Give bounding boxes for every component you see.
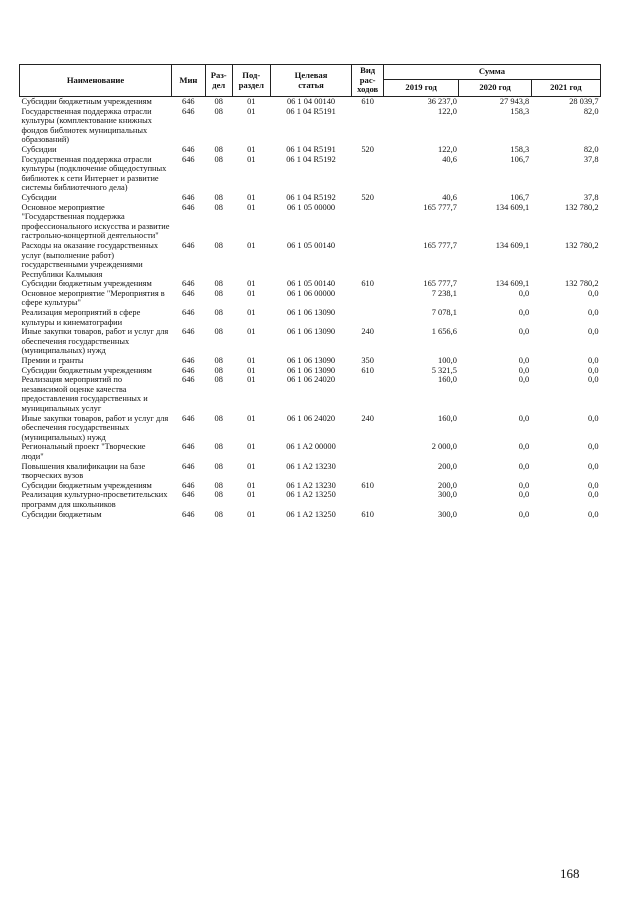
- cell-2019: 165 777,7: [423, 202, 457, 212]
- cell-2020: 0,0: [518, 413, 530, 423]
- cell-2020: 0,0: [518, 356, 530, 366]
- cell-podrazdel: 01: [247, 461, 256, 471]
- cell-2021: 0,0: [588, 413, 599, 423]
- cell-celevaya: 06 1 A2 13250: [286, 509, 336, 519]
- cell-vid: 350: [361, 356, 374, 366]
- cell-razdel: 08: [214, 413, 223, 423]
- cell-2019: 300,0: [438, 490, 457, 500]
- cell-vid: [352, 289, 383, 308]
- cell-podrazdel: 01: [247, 202, 256, 212]
- cell-celevaya: 06 1 A2 13230: [286, 480, 336, 490]
- cell-celevaya: 06 1 06 13090: [286, 365, 336, 375]
- cell-2021: 0,0: [588, 442, 599, 452]
- cell-celevaya: 06 1 06 24020: [286, 375, 336, 385]
- cell-min: 646: [182, 327, 195, 337]
- cell-2021: 0,0: [588, 365, 599, 375]
- cell-name: Субсидии: [21, 144, 57, 154]
- table-row: [20, 481, 601, 491]
- cell-vid: [352, 375, 383, 413]
- table-row: [20, 155, 601, 193]
- cell-min: 646: [182, 308, 195, 318]
- cell-celevaya: 06 1 06 24020: [286, 413, 336, 423]
- cell-vid: [352, 241, 383, 279]
- cell-2019: 165 777,7: [423, 240, 457, 250]
- cell-razdel: 08: [214, 327, 223, 337]
- header-celevaya: Целевая статья: [270, 65, 352, 97]
- cell-2021: 0,0: [588, 308, 599, 318]
- cell-podrazdel: 01: [247, 288, 256, 298]
- cell-podrazdel: 01: [247, 144, 256, 154]
- cell-vid: 240: [361, 327, 374, 337]
- cell-razdel: 08: [214, 365, 223, 375]
- cell-min: 646: [182, 490, 195, 500]
- cell-2019: 100,0: [438, 356, 457, 366]
- cell-celevaya: 06 1 06 00000: [286, 288, 336, 298]
- cell-2019: 200,0: [438, 461, 457, 471]
- cell-min: 646: [182, 154, 195, 164]
- cell-min: 646: [182, 509, 195, 519]
- cell-2019: 1 656,6: [431, 327, 457, 337]
- cell-2021: 82,0: [583, 144, 599, 154]
- cell-2019: 40,6: [442, 154, 457, 164]
- cell-min: 646: [182, 240, 195, 250]
- cell-name: Субсидии: [21, 192, 57, 202]
- cell-2020: 0,0: [518, 375, 530, 385]
- cell-razdel: 08: [214, 154, 223, 164]
- cell-podrazdel: 01: [247, 240, 256, 250]
- cell-min: 646: [182, 375, 195, 385]
- cell-razdel: 08: [214, 106, 223, 116]
- cell-2019: 160,0: [438, 375, 457, 385]
- cell-vid: [352, 462, 383, 481]
- cell-celevaya: 06 1 05 00140: [286, 279, 336, 289]
- cell-name: Субсидии бюджетным учреждениям: [21, 365, 152, 375]
- cell-razdel: 08: [214, 279, 223, 289]
- cell-2021: 132 780,2: [565, 202, 599, 212]
- cell-razdel: 08: [214, 490, 223, 500]
- cell-min: 646: [182, 442, 195, 452]
- cell-2019: 40,6: [442, 192, 457, 202]
- cell-razdel: 08: [214, 240, 223, 250]
- cell-vid: 610: [361, 97, 374, 106]
- cell-2019: 36 237,0: [427, 97, 457, 106]
- cell-min: 646: [182, 365, 195, 375]
- cell-2021: 28 039,7: [569, 97, 599, 106]
- cell-razdel: 08: [214, 375, 223, 385]
- cell-min: 646: [182, 288, 195, 298]
- header-podrazdel: Под- раздел: [232, 65, 270, 97]
- cell-vid: [352, 203, 383, 241]
- cell-celevaya: 06 1 04 00140: [286, 97, 336, 106]
- cell-2019: 7 238,1: [431, 288, 457, 298]
- cell-podrazdel: 01: [247, 490, 256, 500]
- cell-celevaya: 06 1 06 13090: [286, 327, 336, 337]
- cell-razdel: 08: [214, 97, 223, 106]
- table-row: [20, 442, 601, 461]
- cell-celevaya: 06 1 05 00000: [286, 202, 336, 212]
- cell-podrazdel: 01: [247, 509, 256, 519]
- table-row: [20, 193, 601, 203]
- cell-razdel: 08: [214, 480, 223, 490]
- table-row: [20, 145, 601, 155]
- cell-celevaya: 06 1 06 13090: [286, 356, 336, 366]
- cell-name: Субсидии бюджетным учреждениям: [21, 97, 152, 106]
- cell-podrazdel: 01: [247, 154, 256, 164]
- cell-razdel: 08: [214, 461, 223, 471]
- cell-podrazdel: 01: [247, 480, 256, 490]
- table-row: [20, 462, 601, 481]
- cell-2021: 0,0: [588, 375, 599, 385]
- cell-2020: 158,3: [510, 106, 530, 116]
- cell-name: Субсидии бюджетным: [21, 509, 102, 519]
- cell-min: 646: [182, 97, 195, 106]
- cell-2020: 0,0: [518, 490, 530, 500]
- cell-razdel: 08: [214, 509, 223, 519]
- cell-2020: 0,0: [518, 509, 530, 519]
- cell-vid: 520: [361, 192, 374, 202]
- table-row: [20, 107, 601, 145]
- table-row: [20, 97, 601, 107]
- cell-2020: 134 609,1: [495, 279, 530, 289]
- table-row: [20, 356, 601, 366]
- cell-2019: 300,0: [438, 509, 457, 519]
- cell-vid: [352, 107, 383, 145]
- cell-vid: [352, 155, 383, 193]
- header-vid: Вид рас- ходов: [352, 65, 383, 97]
- header-min: Мин: [172, 65, 206, 97]
- cell-podrazdel: 01: [247, 279, 256, 289]
- cell-2021: 0,0: [588, 480, 599, 490]
- cell-2020: 0,0: [518, 461, 530, 471]
- cell-min: 646: [182, 480, 195, 490]
- cell-razdel: 08: [214, 308, 223, 318]
- cell-name: Государственная поддержка отрасли культуры (комплектование книжных фондов библиотек муниципальных образований): [21, 106, 152, 145]
- table-row: [20, 510, 601, 520]
- cell-2020: 0,0: [518, 442, 530, 452]
- cell-name: Региональный проект "Творческие люди": [21, 442, 146, 461]
- cell-2020: 106,7: [510, 154, 530, 164]
- cell-razdel: 08: [214, 442, 223, 452]
- cell-name: Расходы на оказание государственных услуг (выполнение работ) государственными учреждениями Республики Калмыкия: [21, 240, 159, 279]
- cell-vid: 520: [361, 144, 374, 154]
- cell-2021: 37,8: [583, 154, 599, 164]
- cell-name: Субсидии бюджетным учреждениям: [21, 480, 152, 490]
- cell-min: 646: [182, 356, 195, 366]
- header-2021: 2021 год: [531, 80, 600, 97]
- cell-2020: 27 943,8: [499, 97, 530, 106]
- cell-2021: 0,0: [588, 288, 599, 298]
- cell-celevaya: 06 1 A2 13250: [286, 490, 336, 500]
- cell-min: 646: [182, 106, 195, 116]
- cell-name: Государственная поддержка отрасли культуры (подключение общедоступных библиотек к сети Интернет и развитие системы библиотечного дела): [21, 154, 167, 193]
- cell-podrazdel: 01: [247, 356, 256, 366]
- cell-vid: 610: [361, 480, 374, 490]
- cell-razdel: 08: [214, 356, 223, 366]
- cell-vid: [352, 490, 383, 509]
- cell-2020: 158,3: [510, 144, 530, 154]
- table-row: [20, 289, 601, 308]
- cell-2020: 0,0: [518, 365, 530, 375]
- cell-name: Субсидии бюджетным учреждениям: [21, 279, 152, 289]
- cell-2021: 0,0: [588, 461, 599, 471]
- cell-name: Реализация культурно-просветительских программ для школьников: [21, 490, 168, 509]
- cell-vid: 610: [361, 279, 374, 289]
- table-row: [20, 327, 601, 356]
- cell-2019: 160,0: [438, 413, 457, 423]
- cell-2020: 134 609,1: [495, 240, 530, 250]
- cell-2019: 122,0: [438, 144, 457, 154]
- header-name: Наименование: [20, 65, 172, 97]
- cell-podrazdel: 01: [247, 327, 256, 337]
- cell-podrazdel: 01: [247, 442, 256, 452]
- table-body: [20, 97, 601, 520]
- cell-2021: 0,0: [588, 509, 599, 519]
- cell-2020: 106,7: [510, 192, 530, 202]
- cell-podrazdel: 01: [247, 308, 256, 318]
- header-2019: 2019 год: [383, 80, 459, 97]
- cell-2020: 0,0: [518, 327, 530, 337]
- cell-2019: 200,0: [438, 480, 457, 490]
- cell-vid: 240: [361, 413, 374, 423]
- cell-2021: 82,0: [583, 106, 599, 116]
- cell-2019: 5 321,5: [431, 365, 457, 375]
- cell-podrazdel: 01: [247, 192, 256, 202]
- table-header: [20, 65, 601, 97]
- cell-celevaya: 06 1 04 R5191: [286, 106, 336, 116]
- cell-2019: 165 777,7: [423, 279, 457, 289]
- cell-vid: [352, 442, 383, 461]
- cell-min: 646: [182, 144, 195, 154]
- cell-razdel: 08: [214, 192, 223, 202]
- cell-2020: 0,0: [518, 288, 530, 298]
- cell-razdel: 08: [214, 202, 223, 212]
- cell-razdel: 08: [214, 288, 223, 298]
- cell-celevaya: 06 1 04 R5191: [286, 144, 336, 154]
- cell-vid: 610: [361, 365, 374, 375]
- table-row: [20, 375, 601, 413]
- cell-celevaya: 06 1 A2 00000: [286, 442, 336, 452]
- cell-name: Иные закупки товаров, работ и услуг для обеспечения государственных (муниципальных) нужд: [21, 413, 169, 442]
- cell-2019: 2 000,0: [431, 442, 457, 452]
- table-row: [20, 279, 601, 289]
- cell-name: Иные закупки товаров, работ и услуг для обеспечения государственных (муниципальных) нужд: [21, 327, 169, 356]
- cell-podrazdel: 01: [247, 413, 256, 423]
- cell-min: 646: [182, 461, 195, 471]
- cell-celevaya: 06 1 04 R5192: [286, 192, 336, 202]
- header-razdel: Раз- дел: [205, 65, 232, 97]
- cell-name: Основное мероприятие "Государственная поддержка профессионального искусства и развитие гастрольно-концертной деятельности": [21, 202, 170, 241]
- cell-2020: 0,0: [518, 480, 530, 490]
- cell-podrazdel: 01: [247, 365, 256, 375]
- cell-2019: 122,0: [438, 106, 457, 116]
- header-summa: Сумма: [383, 65, 600, 80]
- cell-min: 646: [182, 413, 195, 423]
- cell-2021: 132 780,2: [565, 240, 599, 250]
- cell-name: Реализация мероприятий в сфере культуры и кинематографии: [21, 308, 141, 327]
- cell-name: Реализация мероприятий по независимой оценке качества предоставления государственных и муниципальных услуг: [21, 375, 148, 413]
- cell-podrazdel: 01: [247, 97, 256, 106]
- cell-2020: 0,0: [518, 308, 530, 318]
- budget-table: [19, 64, 601, 519]
- header-2020: 2020 год: [459, 80, 531, 97]
- cell-2021: 37,8: [583, 192, 599, 202]
- cell-vid: 610: [361, 509, 374, 519]
- cell-celevaya: 06 1 04 R5192: [286, 154, 336, 164]
- table-row: [20, 366, 601, 376]
- cell-celevaya: 06 1 A2 13230: [286, 461, 336, 471]
- table-row: [20, 203, 601, 241]
- table-row: [20, 414, 601, 443]
- cell-podrazdel: 01: [247, 106, 256, 116]
- cell-name: Премии и гранты: [21, 356, 84, 366]
- page-number: 168: [560, 866, 580, 881]
- table-row: [20, 308, 601, 327]
- cell-2019: 7 078,1: [431, 308, 457, 318]
- cell-name: Основное мероприятие "Мероприятия в сфере культуры": [21, 288, 165, 308]
- cell-2021: 0,0: [588, 490, 599, 500]
- cell-celevaya: 06 1 06 13090: [286, 308, 336, 318]
- cell-celevaya: 06 1 05 00140: [286, 240, 336, 250]
- cell-min: 646: [182, 192, 195, 202]
- cell-name: Повышения квалификации на базе творческих вузов: [21, 461, 146, 481]
- cell-2021: 0,0: [588, 356, 599, 366]
- cell-2021: 132 780,2: [565, 279, 599, 289]
- cell-razdel: 08: [214, 144, 223, 154]
- cell-2020: 134 609,1: [495, 202, 530, 212]
- cell-min: 646: [182, 202, 195, 212]
- cell-podrazdel: 01: [247, 375, 256, 385]
- table-row: [20, 490, 601, 509]
- cell-2021: 0,0: [588, 327, 599, 337]
- cell-vid: [352, 308, 383, 327]
- table-row: [20, 241, 601, 279]
- cell-min: 646: [182, 279, 195, 289]
